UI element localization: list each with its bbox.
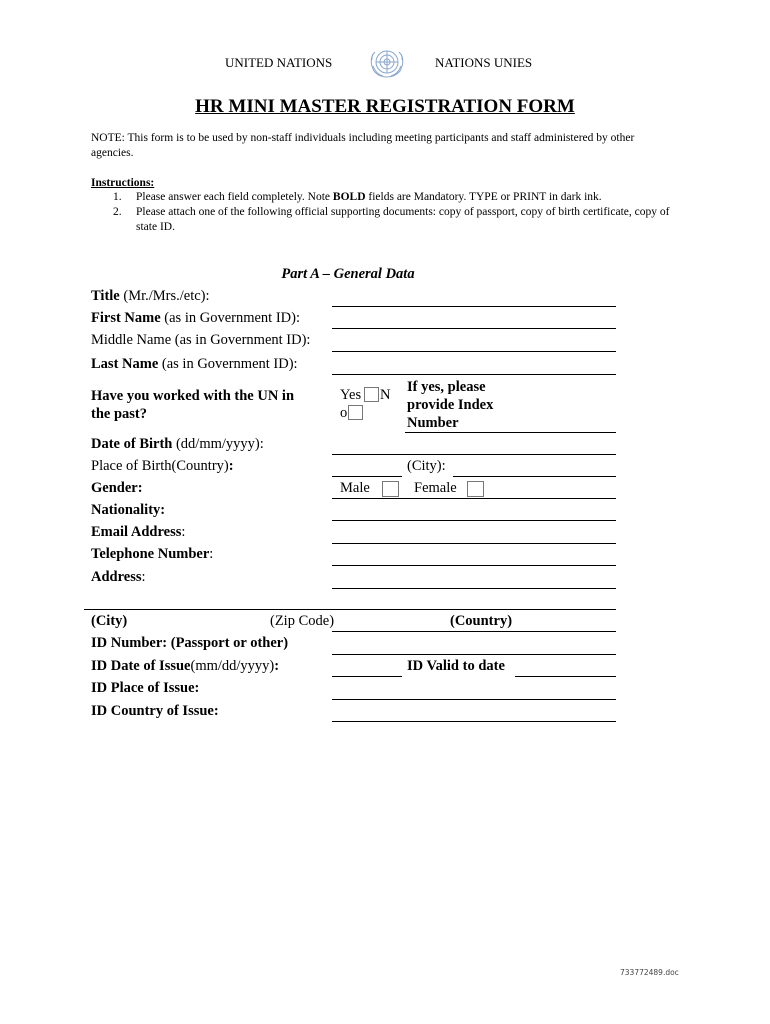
pob-city-label: (City): — [407, 458, 446, 474]
footer-filename: 733772489.doc — [620, 968, 679, 977]
female-label: Female — [414, 480, 457, 496]
first-name-label — [91, 310, 300, 327]
address-city-label: (City) — [91, 613, 128, 629]
email-label-rest: : — [181, 524, 186, 540]
dob-field[interactable] — [332, 454, 616, 455]
telephone-label — [91, 546, 213, 563]
first-name-label-bold: First Name — [91, 310, 161, 326]
un-emblem-icon — [367, 44, 407, 80]
instruction-text-1a: Please answer each field completely. Note — [136, 191, 333, 203]
female-checkbox[interactable] — [467, 481, 484, 497]
id-date-label-colon: : — [274, 658, 280, 674]
address-field[interactable] — [332, 588, 616, 589]
instruction-number-1: 1. — [113, 191, 122, 203]
address-zip-label: (Zip Code) — [270, 613, 335, 629]
yes-label: Yes — [340, 387, 362, 403]
title-field[interactable] — [332, 306, 616, 307]
telephone-label-rest: : — [209, 546, 214, 562]
gender-line — [332, 498, 616, 499]
nationality-label: Nationality: — [91, 502, 166, 518]
index-number-label: If yes, please provide Index Number — [407, 379, 494, 431]
nationality-field[interactable] — [332, 520, 616, 521]
part-a-heading: Part A – General Data — [281, 266, 415, 282]
title-label — [91, 288, 210, 305]
last-name-field[interactable] — [332, 374, 616, 375]
telephone-label-bold: Telephone Number — [91, 546, 210, 562]
pob-label — [91, 458, 234, 475]
title-label-rest: (Mr./Mrs./etc): — [119, 288, 210, 304]
middle-name-field[interactable] — [332, 351, 616, 352]
last-name-label — [91, 356, 298, 373]
pob-city-field[interactable] — [453, 476, 616, 477]
middle-name-label: Middle Name (as in Government ID): — [91, 332, 311, 348]
id-date-field[interactable] — [332, 676, 402, 677]
note-text: NOTE: This form is to be used by non-staff individuals including meeting participants and staff administered by other agencies. — [91, 132, 635, 159]
male-label: Male — [340, 480, 370, 496]
header-right: NATIONS UNIES — [435, 55, 533, 70]
id-date-label-bold: ID Date of Issue — [91, 658, 191, 674]
id-place-label: ID Place of Issue: — [91, 680, 200, 696]
pob-country-field[interactable] — [332, 476, 402, 477]
instruction-item-2: Please attach one of the following official supporting documents: copy of passport, copy of birth certificate, copy of state ID. — [136, 206, 670, 233]
instructions-heading: Instructions: — [91, 177, 155, 189]
address-label-rest: : — [141, 569, 146, 585]
address-line-2[interactable] — [84, 609, 616, 610]
id-valid-field[interactable] — [515, 676, 616, 677]
email-label-bold: Email Address — [91, 524, 182, 540]
address-country-label: (Country) — [450, 613, 513, 629]
id-date-label — [91, 658, 279, 675]
dob-label-bold: Date of Birth — [91, 436, 173, 452]
id-number-field[interactable] — [332, 654, 616, 655]
instruction-item-1 — [136, 190, 696, 205]
dob-label — [91, 436, 264, 453]
no-label-n: N — [380, 387, 391, 403]
pob-label-colon: : — [228, 458, 234, 474]
id-date-label-rest: (mm/dd/yyyy) — [190, 658, 275, 674]
id-place-field[interactable] — [332, 699, 616, 700]
address-country-field[interactable] — [332, 631, 616, 632]
last-name-label-rest: (as in Government ID): — [158, 356, 298, 372]
form-title: HR MINI MASTER REGISTRATION FORM — [195, 96, 575, 117]
instruction-text-1b: fields are Mandatory. TYPE or PRINT in dark ink. — [365, 191, 602, 203]
male-checkbox[interactable] — [382, 481, 399, 497]
no-checkbox[interactable] — [348, 405, 363, 420]
id-country-field[interactable] — [332, 721, 616, 722]
header-left: UNITED NATIONS — [225, 55, 333, 70]
email-label — [91, 524, 185, 541]
instruction-bold: BOLD — [332, 191, 366, 203]
pob-label-text: Place of Birth(Country) — [91, 458, 229, 474]
id-number-label: ID Number: (Passport or other) — [91, 635, 289, 651]
index-number-field[interactable] — [405, 432, 616, 433]
first-name-field[interactable] — [332, 328, 616, 329]
id-country-label: ID Country of Issue: — [91, 703, 219, 719]
instruction-number-2: 2. — [113, 206, 122, 218]
first-name-label-rest: (as in Government ID): — [160, 310, 300, 326]
address-label — [91, 569, 146, 586]
yes-checkbox[interactable] — [364, 387, 379, 402]
gender-label: Gender: — [91, 480, 143, 496]
title-label-bold: Title — [91, 288, 120, 304]
telephone-field[interactable] — [332, 565, 616, 566]
email-field[interactable] — [332, 543, 616, 544]
dob-label-rest: (dd/mm/yyyy): — [172, 436, 264, 452]
worked-un-label: Have you worked with the UN in the past? — [91, 388, 295, 422]
no-label-o: o — [340, 405, 348, 421]
address-label-bold: Address — [91, 569, 142, 585]
id-valid-label: ID Valid to date — [407, 658, 505, 674]
last-name-label-bold: Last Name — [91, 356, 159, 372]
